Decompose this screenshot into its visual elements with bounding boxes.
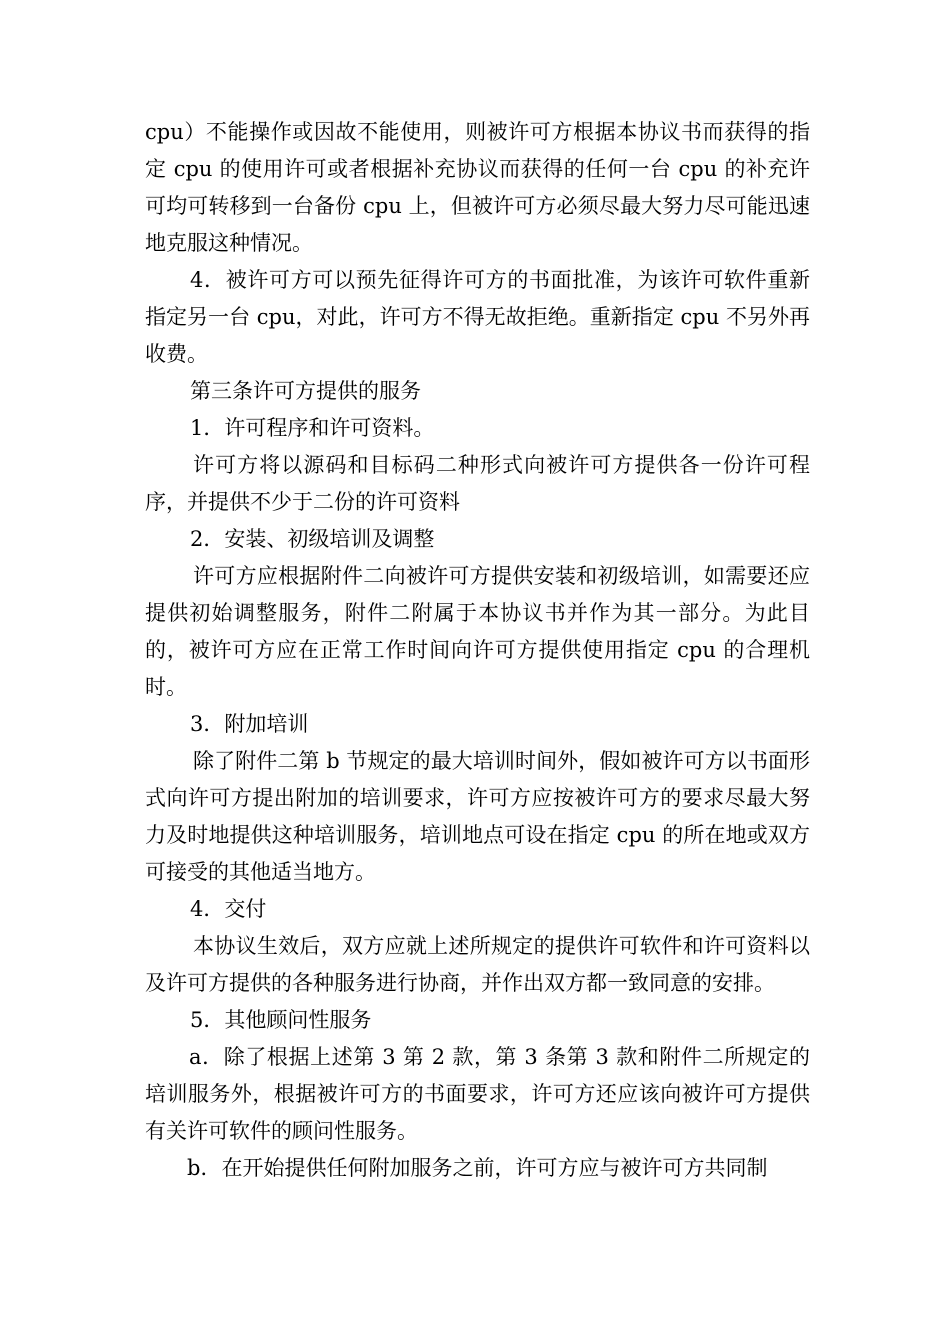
paragraph-item-4-body: 本协议生效后，双方应就上述所规定的提供许可软件和许可资料以及许可方提供的各种服务进行协商，并作出双方都一致同意的安排。 (145, 934, 810, 995)
item-heading-5: 5．其他顾问性服务 (190, 1008, 372, 1032)
paragraph-item-5b: b．在开始提供任何附加服务之前，许可方应与被许可方共同制 (187, 1156, 768, 1180)
section-heading-article-3: 第三条许可方提供的服务 (190, 379, 421, 403)
paragraph-item-5a: a．除了根据上述第 3 第 2 款，第 3 条第 3 款和附件二所规定的培训服务外，根据被许可方的书面要求，许可方还应该向被许可方提供有关许可软件的顾问性服务。 (145, 1045, 810, 1143)
item-heading-2: 2．安装、初级培训及调整 (190, 527, 435, 551)
document-body (145, 114, 810, 1187)
paragraph-item-2-body: 许可方应根据附件二向被许可方提供安装和初级培训，如需要还应提供初始调整服务，附件二附属于本协议书并作为其一部分。为此目的，被许可方应在正常工作时间向许可方提供使用指定 cpu 的合理机时。 (145, 564, 810, 699)
item-heading-1: 1．许可程序和许可资料。 (190, 416, 435, 440)
paragraph-item-1-body: 许可方将以源码和目标码二种形式向被许可方提供各一份许可程序，并提供不少于二份的许可资料 (145, 453, 810, 514)
item-heading-3: 3．附加培训 (190, 712, 309, 736)
paragraph-item-3-body: 除了附件二第 b 节规定的最大培训时间外，假如被许可方以书面形式向许可方提出附加的培训要求，许可方应按被许可方的要求尽最大努力及时地提供这种培训服务，培训地点可设在指定 cpu 的所在地或双方可接受的其他适当地方。 (145, 749, 810, 884)
item-heading-4: 4．交付 (190, 897, 267, 921)
paragraph-clause-4: 4．被许可方可以预先征得许可方的书面批准，为该许可软件重新指定另一台 cpu，对此，许可方不得无故拒绝。重新指定 cpu 不另外再收费。 (145, 268, 810, 366)
paragraph-cpu-transfer: cpu）不能操作或因故不能使用，则被许可方根据本协议书而获得的指定 cpu 的使用许可或者根据补充协议而获得的任何一台 cpu 的补充许可均可转移到一台备份 cpu 上，但被许可方必须尽最大努力尽可能迅速地克服这种情况。 (145, 120, 810, 255)
